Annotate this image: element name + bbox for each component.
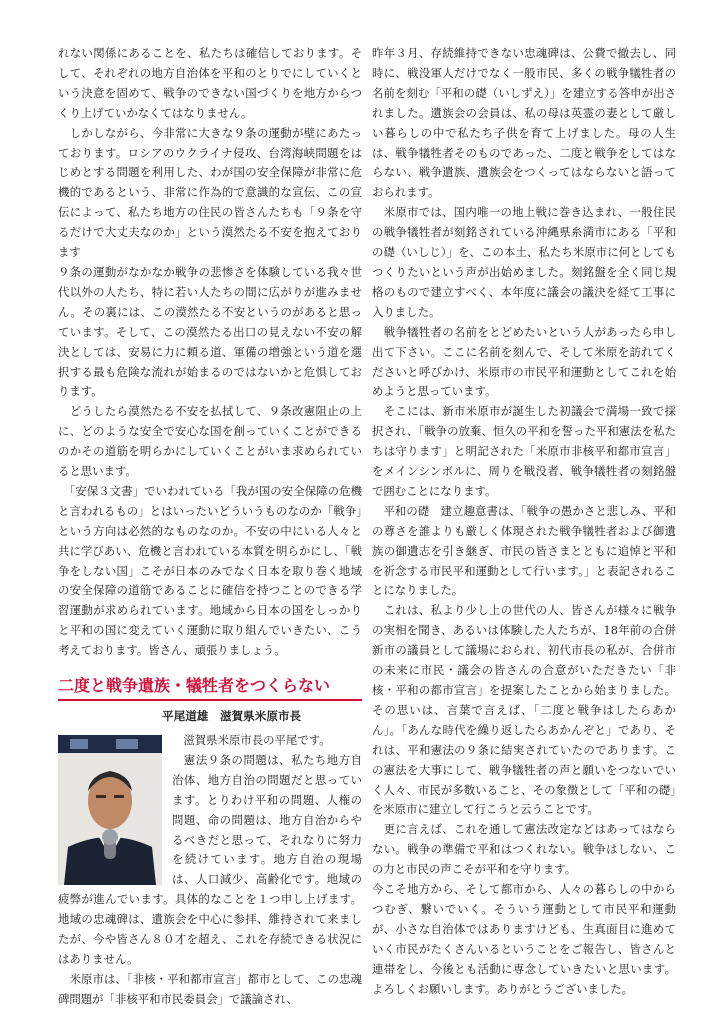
paragraph: これは、私より少し上の世代の人、皆さんが様々に戦争の実相を聞き、あるいは体験した人たちが、18年前の合併新市の議員として議場におられ、初代市長の私が、合併市の未来に市民・議会の皆さんの合意がいただきたい「非核・平和の都市宣言」を提案したことから始まりました。その思いは、言葉で言えば、「二度と戦争はしたらあかん」。「あんな時代を繰り返したらあかんぞと」であり、それは、平和憲法の９条に結実されていたのであります。この憲法を大事にして、戦争犠牲者の声と願いをつないでいく人々、市民が多数いること、その象徴として「平和の礎」を米原市に建立して行こうと云うことです。 — [372, 603, 676, 817]
paragraph: 米原市では、国内唯一の地上戦に巻き込まれ、一般住民の戦争犠牲者が刻銘されている沖縄県糸満市にある「平和の礎（いしじ）」を、この本土、私たち米原市に何としてもつくりたいという声が出始めました。刻銘盤を全く同じ規格のもので建立すべく、本年度に議会の議決を経て工事に入りました。 — [372, 205, 676, 319]
paragraph: 米原市は、「非核・平和都市宣言」都市として、この忠魂碑問題が「非核平和市民委員会」で議論され、 — [58, 971, 362, 1006]
paragraph: ９条の運動がなかなか戦争の悲惨さを体験している我々世代以外の人たち、特に若い人たちの間に広がりが進みません。その裏には、この漠然たる不安というのがあると思っています。そして、この漠然たる出口の見えない不安の解決としては、安易に力に頼る道、軍備の増強という道を選択する最も危険な流れが始まるのではないかと危惧しております。 — [58, 264, 362, 399]
section-title: 二度と戦争遺族・犠牲者をつくらない — [58, 675, 362, 701]
speaker-photo — [58, 735, 162, 885]
paragraph: 「安保３文書」でいわれている「我が国の安全保障の危機と言われるもの」とはいったいどういうものなのか「戦争」という方向は必然的なものなのか。不安の中にいる人々と共に学びあい、危機と言われている本質を明らかにし、「戦争をしない国」こそが日本のみでなく日本を取り巻く地域の安全保障の道筋であることに確信を持つことのできる学習運動が求められています。地域から日本の国をしっかりと平和の国に変えていく運動に取り組んでいきたい、こう考えております。皆さん、頑張りましょう。 — [58, 483, 362, 658]
paragraph: 更に言えば、これを通して憲法改定などはあってはならない。戦争の準備で平和はつくれない。戦争はしない、この力と市民の声こそが平和を守ります。 — [372, 822, 676, 877]
speaker-photo-icon — [58, 735, 162, 885]
paragraph: 平和の礎 建立趣意書は、「戦争の愚かさと悲しみ、平和の尊さを誰よりも厳しく体現された戦争犠牲者および御遺族の御遺志を引き継ぎ、市民の皆さまとともに追悼と平和を祈念する市民平和運動として行います。」と表記されることになりました。 — [372, 503, 676, 598]
paragraph: 滋賀県米原市長の平尾です。 — [172, 733, 331, 747]
paragraph: そこには、新市米原市が誕生した初議会で満場一致で採択され、「戦争の放棄、恒久の平和を誓った平和憲法を私たちは守ります」と明記された「米原市非核平和都市宣言」をメインシンボルに、周りを戦没者、戦争犠牲者の刻銘盤で囲むことになります。 — [372, 404, 676, 498]
paragraph: 昨年３月、存続維持できない忠魂碑は、公費で撤去し、同時に、戦没軍人だけでなく一般市民、多くの戦争犠牲者の名前を刻む「平和の礎（いしずえ）」を建立する答申が出されました。遺族会の会員は、私の母は英霊の妻として厳しい暮らしの中で私たち子供を育て上げました。母の人生は、戦争犠牲者そのものであった、二度と戦争をしてはならない、戦争遺族、遺族会をつくってはならないと語っておられます。 — [372, 46, 676, 200]
paragraph: どうしたら漠然たる不安を払拭して、９条改憲阻止の上に、どのような安全で安心な国を創っていくことができるのかその道筋を明らかにしていくことがいま求められていると思います。 — [58, 404, 362, 479]
paragraph: 憲法９条の問題は、私たち地方自治体、地方自治の問題だと思っています。とりわけ平和の問題、人権の問題、命の問題は、地方自治からやるべきだと思って、それなりに努力を続けています。地方自治の現場は、人口減少、高齢化です。地域の疲弊が進んでいます。具体的なことを１つ申し上げます。地域の忠魂碑は、遺族会を中心に参拝、維持されて来ましたが、今や皆さん８０才を超え、これを存続できる状況にはありません。 — [58, 752, 362, 966]
left-column — [58, 44, 362, 1010]
right-column — [372, 44, 676, 1000]
paragraph: しかしながら、今非常に大きな９条の運動が壁にあたっております。ロシアのウクライナ侵攻、台湾海峡問題をはじめとする問題を利用した、わが国の安全保障が非常に危機的であるという、非常に作為的で意識的な宣伝、この宣伝によって、私たち地方の住民の皆さんたちも「９条を守るだけで大丈夫なのか」という漠然たる不安を抱えております — [58, 125, 362, 260]
byline: 平尾道雄 滋賀県米原市長 — [162, 709, 302, 724]
paragraph: 戦争犠牲者の名前をとどめたいという人があったら申し出て下さい。ここに名前を刻んで、そして米原を訪れてくださいと呼びかけ、米原市の市民平和運動としてこれを始めようと思っています。 — [372, 324, 676, 399]
paragraph: 今こそ地方から、そして都市から、人々の暮らしの中からつむぎ、繋いでいく。そういう運動として市民平和運動が、小さな自治体ではありますけども、生真面目に進めていく市民がたくさんいるということをご報告し、皆さんと連帯をし、今後とも活動に専念していきたいと思います。よろしくお願いします。ありがとうございました。 — [372, 882, 676, 996]
paragraph: れない関係にあることを、私たちは確信しております。そして、それぞれの地方自治体を平和のとりでにしていくという決意を固めて、戦争のできない国づくりを地方からつくり上げていかなくてはなりません。 — [58, 46, 362, 120]
